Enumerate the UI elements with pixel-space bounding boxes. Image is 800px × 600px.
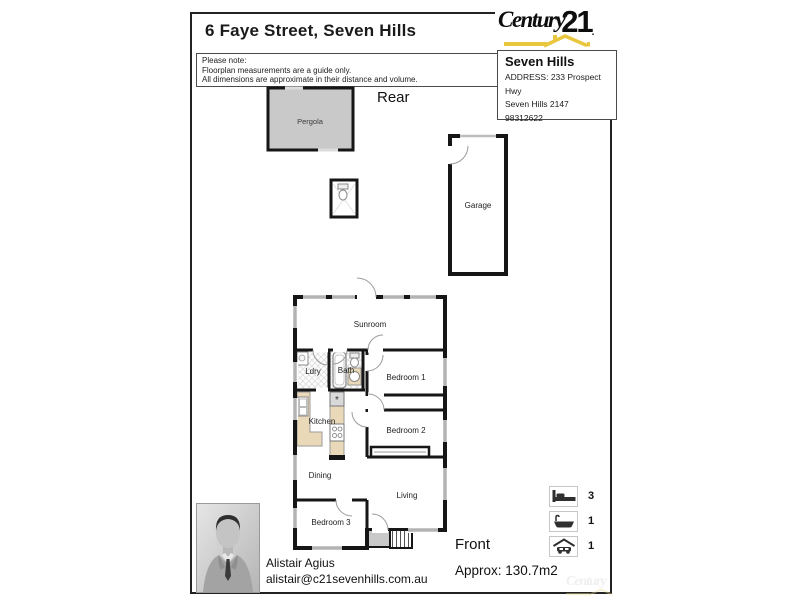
century21-watermark (566, 572, 624, 597)
office-name: Seven Hills (505, 54, 575, 69)
wc-toilet-tank (338, 184, 348, 189)
property-title: 6 Faye Street, Seven Hills (205, 21, 417, 40)
pergola-room (268, 88, 353, 150)
garage-room (450, 136, 506, 274)
agent-name: Alistair Agius (266, 556, 335, 570)
office-address-2: Seven Hills 2147 (505, 99, 569, 109)
wc-toilet-bowl (339, 190, 347, 200)
garage-label: Garage (464, 201, 492, 210)
logo-dot: . (591, 27, 595, 38)
bed-icon (549, 486, 578, 507)
watermark-house-icon (566, 588, 624, 597)
beds-count: 3 (588, 490, 595, 502)
bedroom1-label: Bedroom 1 (386, 373, 426, 382)
outdoor-wc (331, 180, 357, 217)
floorplan-drawing (190, 80, 610, 560)
agent-photo (196, 503, 260, 593)
cars-feature (549, 536, 594, 556)
living-label: Living (396, 491, 418, 500)
kitchen-label: Kitchen (308, 417, 336, 426)
pergola-label: Pergola (297, 117, 323, 126)
rear-label: Rear (377, 89, 410, 106)
house (295, 278, 445, 548)
car-garage-icon (549, 536, 578, 557)
laundry-label: Ldry (305, 367, 321, 376)
logo-21-text: 21 (561, 4, 592, 39)
cars-count: 1 (588, 540, 595, 552)
dining-label: Dining (308, 471, 332, 480)
approx-area-label: Approx: 130.7m2 (455, 563, 558, 578)
bath-toilet (350, 353, 359, 358)
bedroom3-label: Bedroom 3 (311, 518, 351, 527)
logo-house-icon (503, 33, 603, 48)
beds-feature (549, 486, 594, 506)
baths-feature (549, 511, 594, 531)
bath-icon (549, 511, 578, 532)
bedroom2-label: Bedroom 2 (386, 426, 426, 435)
note-line-3: All dimensions are approximate in their distance and volume. (202, 75, 418, 84)
office-address-1: ADDRESS: 233 Prospect Hwy (505, 72, 601, 96)
bath-label: Bath (337, 366, 355, 375)
note-line-2: Floorplan measurements are a guide only. (202, 65, 352, 75)
hot-water-symbol: * (335, 395, 339, 406)
century21-logo (495, 2, 613, 50)
agent-email: alistair@c21sevenhills.com.au (266, 572, 428, 586)
logo-century-text: Century (498, 7, 565, 32)
sunroom-label: Sunroom (353, 320, 387, 329)
stove (330, 424, 344, 441)
office-phone: 98312622 (505, 112, 543, 123)
note-line-1: Please note: (202, 56, 247, 65)
front-label: Front (455, 536, 491, 553)
watermark-text: Century (566, 574, 606, 589)
baths-count: 1 (588, 515, 595, 527)
